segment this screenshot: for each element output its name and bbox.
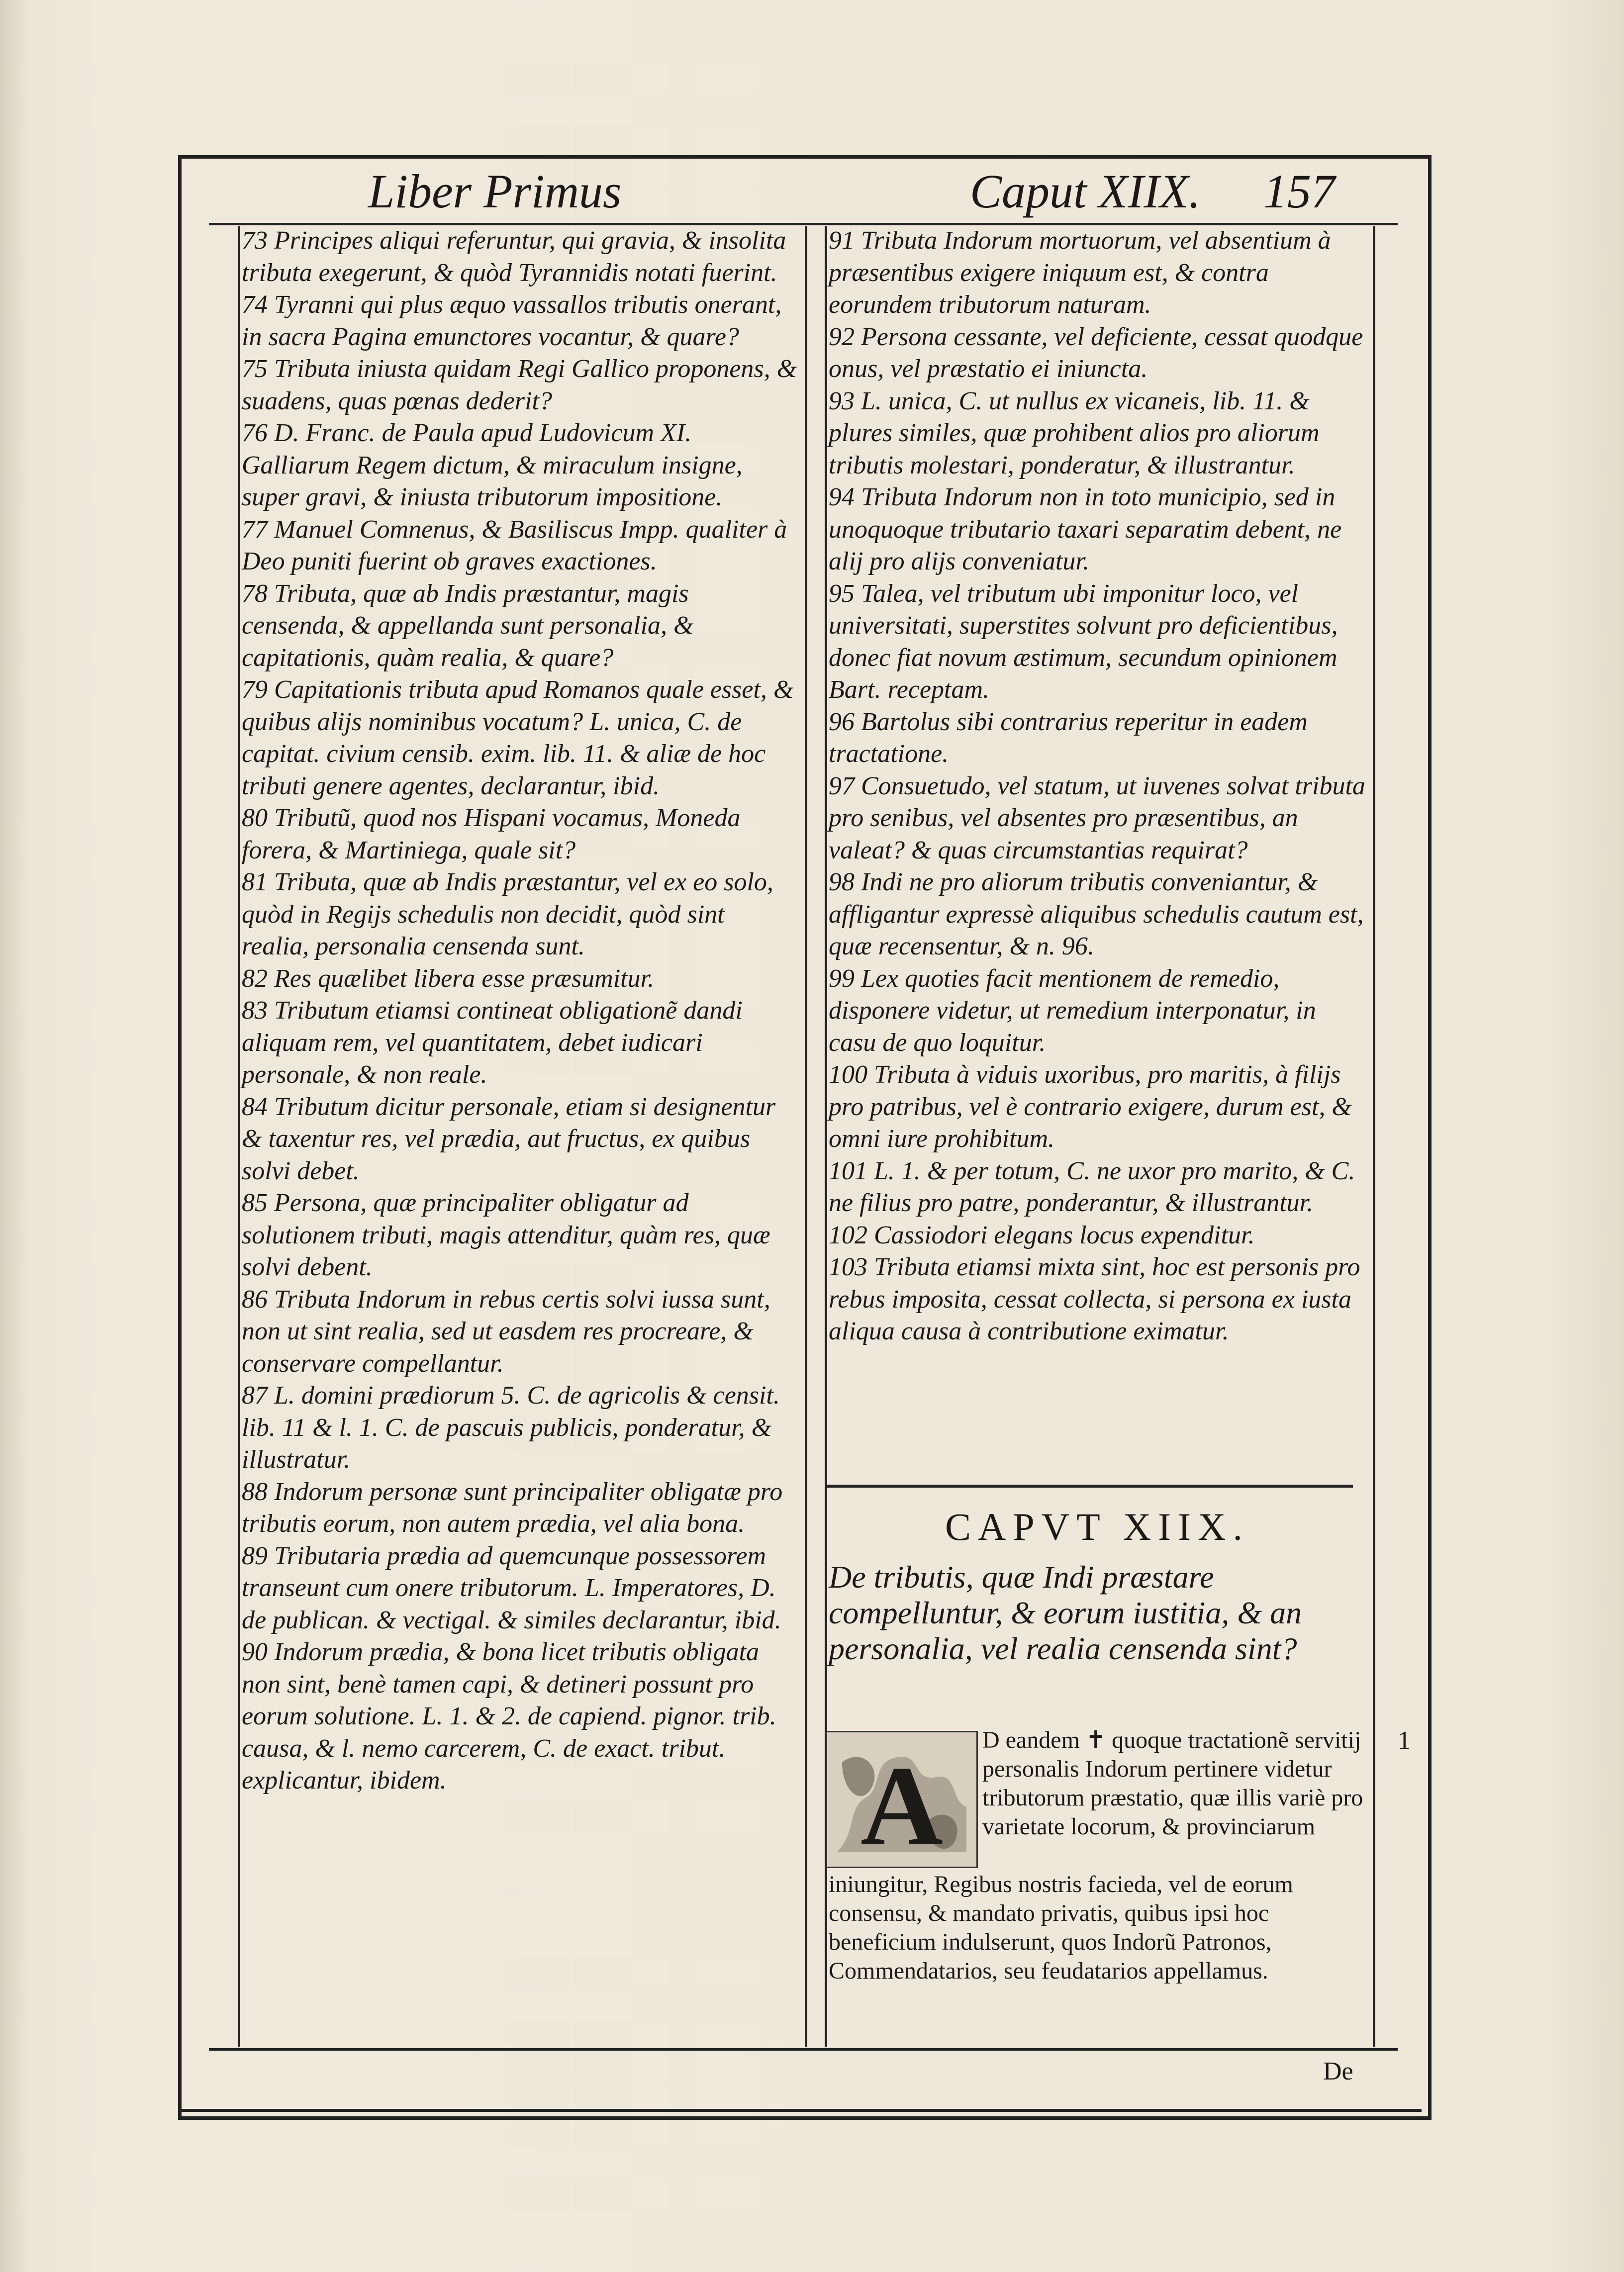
- chapter-heading: CAPVT XIIX.: [945, 1505, 1249, 1548]
- chapter-body-opening: D eandem ✝ quoque tractationẽ servitij personalis Indorum pertinere videtur tributorum præstatio, quæ illis variè pro varietate locorum, & provinciarum: [982, 1727, 1363, 1840]
- summary-entry: 99 Lex quoties facit mentionem de remedio, disponere videtur, ut remedium interponatur, in casu de quo loquitur.: [829, 964, 1316, 1057]
- summary-entry: 103 Tributa etiamsi mixta sint, hoc est personis pro rebus imposita, cessat collecta, si persona ex iusta aliqua causa à contributione eximatur.: [829, 1253, 1360, 1345]
- summary-entry: 79 Capitationis tributa apud Romanos quale esset, & quibus alijs nominibus vocatum? L. unica, C. de capitat. civium censib. exim. lib. 11. & aliæ de hoc tributi genere agentes, declarantur, ibid.: [242, 675, 794, 800]
- summary-entry: 73 Principes aliqui referuntur, qui gravia, & insolita tributa exegerunt, & quòd Tyrannidis notati fuerint.: [242, 226, 786, 287]
- running-head-chapter: Caput XIIX.: [970, 165, 1201, 218]
- summary-entry: 78 Tributa, quæ ab Indis præstantur, magis censenda, & appellanda sunt personalia, & capitationis, quàm realia, & quare?: [242, 579, 694, 672]
- summary-entry: 94 Tributa Indorum non in toto municipio, sed in unoquoque tributario taxari separatim debent, ne alij pro alijs conveniatur.: [829, 483, 1342, 575]
- chapter-rule: [826, 1485, 1353, 1488]
- summary-entry: 75 Tributa iniusta quidam Regi Gallico proponens, & suadens, quas pœnas dederit?: [242, 355, 797, 415]
- margin-reference-number: 1: [1398, 1726, 1411, 1755]
- summary-entry: 100 Tributa à viduis uxoribus, pro maritis, à filijs pro patribus, vel è contrario exigere, durum est, & omni iure prohibitum.: [829, 1060, 1352, 1153]
- summary-entry: 81 Tributa, quæ ab Indis præstantur, vel ex eo solo, quòd in Regijs schedulis non decidit, quòd sint realia, personalia censenda sunt.: [242, 868, 773, 960]
- summary-entry: 76 D. Franc. de Paula apud Ludovicum XI. Galliarum Regem dictum, & miraculum insigne, super gravi, & iniusta tributorum impositione.: [242, 419, 743, 511]
- summary-entry: 86 Tributa Indorum in rebus certis solvi iussa sunt, non ut sint realia, sed ut easdem res procreare, & conservare compellantur.: [242, 1285, 770, 1378]
- catchword: De: [1323, 2057, 1353, 2085]
- summary-entry: 89 Tributaria prædia ad quemcunque possessorem transeunt cum onere tributorum. L. Imperatores, D. de publican. & vectigal. & similes declarantur, ibid.: [242, 1541, 781, 1634]
- summary-entry: 98 Indi ne pro aliorum tributis conveniantur, & affligantur expressè aliquibus schedulis cautum est, quæ recensentur, & n. 96.: [829, 868, 1364, 960]
- drop-cap-letter: A: [860, 1742, 944, 1867]
- chapter-subtitle: De tributis, quæ Indi præstare compelluntur, & eorum iustitia, & an personalia, vel realia censenda sint?: [829, 1559, 1302, 1666]
- ornamental-initial-icon: [827, 1732, 976, 1867]
- summary-entry: 83 Tributum etiamsi contineat obligationẽ dandi aliquam rem, vel quantitatem, debet iudicari personale, & non reale.: [242, 996, 743, 1089]
- summary-entry: 85 Persona, quæ principaliter obligatur ad solutionem tributi, magis attenditur, quàm res, quæ solvi debent.: [242, 1189, 770, 1281]
- summary-entry: 101 L. 1. & per totum, C. ne uxor pro marito, & C. ne filius pro patre, ponderantur, & illustrantur.: [829, 1156, 1355, 1217]
- summary-entry: 74 Tyranni qui plus æquo vassallos tributis onerant, in sacra Pagina emunctores vocantur, & quare?: [242, 290, 782, 351]
- summary-entry: 90 Indorum prædia, & bona licet tributis obligata non sint, benè tamen capi, & detineri possunt pro eorum solutione. L. 1. & 2. de capiend. pignor. trib. causa, & l. nemo carcerem, C. de exact. tribut. explicantur, ibidem.: [242, 1638, 776, 1795]
- summary-entry: 84 Tributum dicitur personale, etiam si designentur & taxentur res, vel prædia, aut fructus, ex quibus solvi debet.: [242, 1092, 776, 1185]
- summary-entry: 82 Res quælibet libera esse præsumitur.: [242, 964, 655, 993]
- page-number: 157: [1263, 165, 1335, 218]
- summary-entry: 96 Bartolus sibi contrarius reperitur in eadem tractatione.: [829, 707, 1308, 768]
- chapter-body-continuation: iniungitur, Regibus nostris facieda, vel de eorum consensu, & mandato privatis, quibus ipsi hoc beneficium indulserunt, quos Indorũ Patronos, Commendatarios, seu feudatarios appellamus.: [829, 1871, 1293, 1984]
- bottom-rule: [209, 2048, 1398, 2051]
- summary-list-left: [242, 225, 798, 1797]
- summary-entry: 80 Tributũ, quod nos Hispani vocamus, Moneda forera, & Martiniega, quale sit?: [242, 804, 741, 864]
- summary-entry: 93 L. unica, C. ut nullus ex vicaneis, lib. 11. & plures similes, quæ prohibent alios pro aliorum tributis molestari, ponderatur, & illustrantur.: [829, 386, 1320, 479]
- summary-list-right: [829, 225, 1366, 1348]
- summary-entry: 91 Tributa Indorum mortuorum, vel absentium à præsentibus exigere iniquum est, & contra eorundem tributorum naturam.: [829, 226, 1331, 319]
- column-divider-left: [805, 226, 807, 2047]
- summary-entry: 102 Cassiodori elegans locus expenditur.: [829, 1221, 1255, 1249]
- frame-shadow-rule: [178, 2109, 1422, 2112]
- summary-entry: 97 Consuetudo, vel statum, ut iuvenes solvat tributa pro senibus, vel absentes pro præsentibus, an valeat? & quas circumstantias requirat?: [829, 771, 1365, 864]
- drop-cap-initial: [826, 1731, 978, 1868]
- summary-entry: 92 Persona cessante, vel deficiente, cessat quodque onus, vel præstatio ei iniuncta.: [829, 322, 1363, 383]
- summary-entry: 88 Indorum personæ sunt principaliter obligatæ pro tributis eorum, non autem prædia, vel alia bona.: [242, 1477, 783, 1538]
- summary-entry: 95 Talea, vel tributum ubi imponitur loco, vel universitati, superstites solvunt pro deficientibus, donec fiat novum æstimum, secundum opinionem Bart. receptam.: [829, 579, 1338, 704]
- summary-entry: 77 Manuel Comnenus, & Basiliscus Impp. qualiter à Deo puniti fuerint ob graves exactiones.: [242, 515, 787, 575]
- running-head-book: Liber Primus: [368, 165, 622, 218]
- summary-entry: 87 L. domini prædiorum 5. C. de agricolis & censit. lib. 11 & l. 1. C. de pascuis publicis, ponderatur, & illustratur.: [242, 1381, 780, 1474]
- left-column-rule: [238, 226, 240, 2047]
